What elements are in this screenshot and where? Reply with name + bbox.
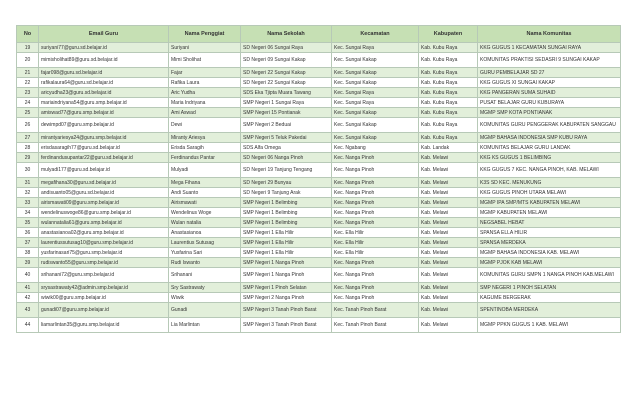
cell-nama-sekolah: SMP Negeri 1 Ella Hilir <box>241 248 332 258</box>
cell-email: rafikalaura64@guru.sd.belajar.id <box>39 78 169 88</box>
cell-email: rudiswanto55@guru.smp.belajar.id <box>39 258 169 268</box>
table-row <box>17 53 621 68</box>
table-row <box>17 283 621 293</box>
cell-no: 36 <box>17 228 39 238</box>
cell-kecamatan: Kec. Nanga Pinoh <box>332 258 419 268</box>
cell-email: liamarlintan35@guru.smp.belajar.id <box>39 318 169 333</box>
header-nama-penggiat: Nama Penggiat <box>169 26 241 43</box>
table-row <box>17 228 621 238</box>
cell-kabupaten: Kab. Kubu Raya <box>419 118 478 133</box>
table-row <box>17 68 621 78</box>
cell-nama-sekolah: SD Negeri 06 Sungai Raya <box>241 43 332 53</box>
cell-nama-penggiat: Mega Fihana <box>169 178 241 188</box>
cell-nama-penggiat: Gunadi <box>169 303 241 318</box>
cell-nama-sekolah: SMP Negeri 2 Beduai <box>241 118 332 133</box>
cell-nama-komunitas: PUSAT BELAJAR GURU KUBURAYA <box>478 98 621 108</box>
cell-kecamatan: Kec. Ngabang <box>332 143 419 153</box>
data-table-container <box>16 25 620 333</box>
table-row <box>17 198 621 208</box>
cell-nama-sekolah: SD Negeri 9 Tanjung Arak <box>241 188 332 198</box>
cell-nama-penggiat: Ferdinandus Pantar <box>169 153 241 163</box>
cell-nama-komunitas: SMP NEGERI 1 PINOH SELATAN <box>478 283 621 293</box>
cell-email: yusfarinasari75@guru.smp.belajar.id <box>39 248 169 258</box>
header-email: Email Guru <box>39 26 169 43</box>
table-row <box>17 188 621 198</box>
cell-nama-penggiat: Lia Marlintan <box>169 318 241 333</box>
cell-nama-penggiat: Yusfarina Sari <box>169 248 241 258</box>
cell-email: mulyadi177@guru.sd.belajar.id <box>39 163 169 178</box>
cell-email: anastasianoa02@guru.smp.belajar.id <box>39 228 169 238</box>
cell-kecamatan: Kec. Sungai Kakap <box>332 118 419 133</box>
cell-no: 40 <box>17 268 39 283</box>
cell-nama-komunitas: MGMP PJOK KAB MELAWI <box>478 258 621 268</box>
cell-nama-komunitas: KKG GUGUS PINOH UTARA MELAWI <box>478 188 621 198</box>
cell-nama-komunitas: KKG GUGUS XI SUNGAI KAKAP <box>478 78 621 88</box>
cell-nama-komunitas: KOMUNITAS PRAKTISI SEDASRI 9 SUNGAI KAKAP <box>478 53 621 68</box>
cell-kecamatan: Kec. Tanah Pinoh Barat <box>332 303 419 318</box>
cell-no: 35 <box>17 218 39 228</box>
cell-nama-komunitas: SPENTINOBA MERDEKA <box>478 303 621 318</box>
cell-nama-sekolah: SMP Negeri 5 Teluk Pakedai <box>241 133 332 143</box>
header-kabupaten: Kabupaten <box>419 26 478 43</box>
cell-email: mariaindriyana54@guru.smp.belajar.id <box>39 98 169 108</box>
cell-kabupaten: Kab. Melawi <box>419 303 478 318</box>
table-row <box>17 98 621 108</box>
cell-kecamatan: Kec. Sungai Kakap <box>332 133 419 143</box>
cell-nama-komunitas: KKG GUGUS 7 KEC. NANGA PINOH, KAB. MELAWI <box>478 163 621 178</box>
cell-email: srysastrawaty42@admin.smp.belajar.id <box>39 283 169 293</box>
cell-no: 22 <box>17 78 39 88</box>
table-row <box>17 293 621 303</box>
cell-nama-sekolah: SMP Negeri 3 Tanah Pinoh Barat <box>241 318 332 333</box>
cell-nama-sekolah: SD Negeri 19 Tanjung Tengang <box>241 163 332 178</box>
cell-nama-komunitas: MGMP SMP KOTA PONTIANAK <box>478 108 621 118</box>
table-row <box>17 178 621 188</box>
cell-nama-penggiat: Mulyadi <box>169 163 241 178</box>
cell-nama-sekolah: SD Negeri 22 Sungai Kakap <box>241 68 332 78</box>
cell-kecamatan: Kec. Nanga Pinoh <box>332 293 419 303</box>
cell-email: ferdinandusupantar22@guru.sd.belajar.id <box>39 153 169 163</box>
cell-kabupaten: Kab. Melawi <box>419 188 478 198</box>
cell-no: 28 <box>17 143 39 153</box>
header-kecamatan: Kecamatan <box>332 26 419 43</box>
cell-kecamatan: Kec. Nanga Pinoh <box>332 163 419 178</box>
cell-kecamatan: Kec. Nanga Pinoh <box>332 188 419 198</box>
cell-kabupaten: Kab. Melawi <box>419 153 478 163</box>
cell-email: wulannatalia61@guru.smp.belajar.id <box>39 218 169 228</box>
cell-kecamatan: Kec. Ella Hilir <box>332 238 419 248</box>
cell-no: 23 <box>17 88 39 98</box>
cell-kabupaten: Kab. Melawi <box>419 218 478 228</box>
cell-no: 27 <box>17 133 39 143</box>
teacher-community-table <box>16 25 621 333</box>
cell-nama-komunitas: SPANSA ELLA HILIR <box>478 228 621 238</box>
cell-nama-penggiat: Mimi Sholihat <box>169 53 241 68</box>
cell-kecamatan: Kec. Sungai Kakap <box>332 53 419 68</box>
header-row <box>17 26 621 43</box>
table-row <box>17 143 621 153</box>
cell-kabupaten: Kab. Kubu Raya <box>419 68 478 78</box>
cell-kecamatan: Kec. Nanga Pinoh <box>332 218 419 228</box>
cell-email: wendelinuswoge86@guru.smp.belajar.id <box>39 208 169 218</box>
cell-no: 44 <box>17 318 39 333</box>
cell-kabupaten: Kab. Melawi <box>419 208 478 218</box>
cell-kabupaten: Kab. Landak <box>419 143 478 153</box>
table-row <box>17 218 621 228</box>
cell-email: wiwik00@guru.smp.belajar.id <box>39 293 169 303</box>
cell-nama-sekolah: SD Negeri 06 Nanga Pinoh <box>241 153 332 163</box>
cell-nama-penggiat: Wendelinus Woge <box>169 208 241 218</box>
cell-kecamatan: Kec. Sungai Raya <box>332 43 419 53</box>
cell-email: mimisholihat89@guru.sd.belajar.id <box>39 53 169 68</box>
cell-no: 19 <box>17 43 39 53</box>
cell-nama-penggiat: Airismawati <box>169 198 241 208</box>
cell-kecamatan: Kec. Nanga Pinoh <box>332 198 419 208</box>
cell-nama-komunitas: KOMUNITAS BELAJAR GURU LANDAK <box>478 143 621 153</box>
cell-nama-komunitas: KOMUNITAS GURU SMPN 1 NANGA PINOH KAB.MELAWI <box>478 268 621 283</box>
cell-kecamatan: Kec. Nanga Pinoh <box>332 153 419 163</box>
cell-email: megafihana30@guru.sd.belajar.id <box>39 178 169 188</box>
cell-nama-komunitas: KAGUME BERGERAK <box>478 293 621 303</box>
cell-nama-penggiat: Erisda Saragih <box>169 143 241 153</box>
cell-email: erisdasaragih77@guru.sd.belajar.id <box>39 143 169 153</box>
cell-kecamatan: Kec. Sungai Kakap <box>332 78 419 88</box>
cell-nama-penggiat: Miranty Ariesya <box>169 133 241 143</box>
cell-no: 31 <box>17 178 39 188</box>
cell-kabupaten: Kab. Melawi <box>419 228 478 238</box>
cell-no: 20 <box>17 53 39 68</box>
cell-kecamatan: Kec. Sungai Kakap <box>332 68 419 78</box>
cell-kabupaten: Kab. Melawi <box>419 163 478 178</box>
cell-email: laurentiussutusag10@guru.smp.belajar.id <box>39 238 169 248</box>
cell-email: srihanani72@guru.smp.belajar.id <box>39 268 169 283</box>
cell-no: 21 <box>17 68 39 78</box>
cell-nama-sekolah: SDS Alfa Omega <box>241 143 332 153</box>
table-row <box>17 208 621 218</box>
cell-nama-penggiat: Anastasianoa <box>169 228 241 238</box>
cell-nama-penggiat: Andi Suanto <box>169 188 241 198</box>
table-row <box>17 88 621 98</box>
header-nama-sekolah: Nama Sekolah <box>241 26 332 43</box>
cell-kecamatan: Kec. Sungai Kakap <box>332 108 419 118</box>
header-no: No <box>17 26 39 43</box>
table-row <box>17 238 621 248</box>
cell-email: fajar098@guru.sd.belajar.id <box>39 68 169 78</box>
cell-no: 26 <box>17 118 39 133</box>
cell-kecamatan: Kec. Nanga Pinoh <box>332 208 419 218</box>
cell-nama-penggiat: Sry Sastrawaty <box>169 283 241 293</box>
cell-kabupaten: Kab. Melawi <box>419 248 478 258</box>
cell-email: dewimpd07@guru.smp.belajar.id <box>39 118 169 133</box>
cell-no: 33 <box>17 198 39 208</box>
cell-kabupaten: Kab. Kubu Raya <box>419 88 478 98</box>
cell-nama-sekolah: SMP Negeri 2 Nanga Pinoh <box>241 293 332 303</box>
cell-email: andisuanto05@guru.sd.belajar.id <box>39 188 169 198</box>
cell-nama-penggiat: Laurentius Sutusag <box>169 238 241 248</box>
cell-nama-komunitas: KKG GUGUS 1 KECAMATAN SUNGAI RAYA <box>478 43 621 53</box>
cell-no: 34 <box>17 208 39 218</box>
cell-nama-penggiat: Ami Aswad <box>169 108 241 118</box>
table-row <box>17 108 621 118</box>
cell-nama-komunitas: MGMP BAHASA INDONESIA KAB. MELAWI <box>478 248 621 258</box>
cell-nama-sekolah: SMP Negeri 1 Ella Hilir <box>241 228 332 238</box>
cell-nama-sekolah: SMP Negeri 1 Nanga Pinoh <box>241 268 332 283</box>
cell-nama-sekolah: SD Negeri 29 Bunyau <box>241 178 332 188</box>
cell-nama-penggiat: Maria Indriyana <box>169 98 241 108</box>
cell-nama-penggiat: Srihanani <box>169 268 241 283</box>
table-body <box>17 43 621 333</box>
cell-nama-penggiat: Wiwik <box>169 293 241 303</box>
cell-nama-penggiat: Fajar <box>169 68 241 78</box>
cell-nama-sekolah: SMP Negeri 3 Tanah Pinoh Barat <box>241 303 332 318</box>
cell-no: 24 <box>17 98 39 108</box>
table-row <box>17 153 621 163</box>
cell-nama-sekolah: SMP Negeri 1 Nanga Pinoh <box>241 258 332 268</box>
cell-nama-penggiat: Aric Yudha <box>169 88 241 98</box>
cell-email: suriyani77@guru.sd.belajar.id <box>39 43 169 53</box>
cell-kabupaten: Kab. Melawi <box>419 318 478 333</box>
cell-kabupaten: Kab. Kubu Raya <box>419 43 478 53</box>
cell-no: 41 <box>17 283 39 293</box>
cell-kecamatan: Kec. Tanah Pinoh Barat <box>332 318 419 333</box>
cell-nama-sekolah: SMP Negeri 15 Pontianak <box>241 108 332 118</box>
cell-nama-sekolah: SDS Eka Tjipta Muara Tawang <box>241 88 332 98</box>
cell-nama-komunitas: KOMUNITAS GURU PENGGERAK KABUPATEN SANGGAU <box>478 118 621 133</box>
cell-no: 30 <box>17 163 39 178</box>
cell-nama-komunitas: MGMP BAHASA INDONESIA SMP KUBU RAYA <box>478 133 621 143</box>
cell-kecamatan: Kec. Sungai Raya <box>332 98 419 108</box>
cell-kabupaten: Kab. Kubu Raya <box>419 133 478 143</box>
cell-no: 39 <box>17 258 39 268</box>
cell-nama-sekolah: SD Negeri 09 Sungai Kakap <box>241 53 332 68</box>
cell-kecamatan: Kec. Nanga Pinoh <box>332 178 419 188</box>
cell-kabupaten: Kab. Kubu Raya <box>419 78 478 88</box>
table-row <box>17 163 621 178</box>
cell-nama-sekolah: SMP Negeri 1 Belimbing <box>241 208 332 218</box>
cell-nama-komunitas: KKG KS GUGUS 1 BELIMBING <box>478 153 621 163</box>
cell-kabupaten: Kab. Kubu Raya <box>419 53 478 68</box>
cell-nama-sekolah: SMP Negeri 1 Belimbing <box>241 198 332 208</box>
cell-email: amiswad77@guru.smp.belajar.id <box>39 108 169 118</box>
table-row <box>17 248 621 258</box>
cell-kecamatan: Kec. Nanga Pinoh <box>332 283 419 293</box>
cell-no: 38 <box>17 248 39 258</box>
header-nama-komunitas: Nama Komunitas <box>478 26 621 43</box>
cell-kabupaten: Kab. Melawi <box>419 238 478 248</box>
cell-nama-komunitas: MGMP KABUPATEN MELAWI <box>478 208 621 218</box>
cell-nama-komunitas: MGMP IPA SMP/MTS KABUPATEN MELAWI <box>478 198 621 208</box>
cell-kecamatan: Kec. Nanga Pinoh <box>332 268 419 283</box>
cell-nama-komunitas: K3S SD KEC. MENUKUNG <box>478 178 621 188</box>
cell-nama-komunitas: MGMP PPKN GUGUS 1 KAB. MELAWI <box>478 318 621 333</box>
cell-kabupaten: Kab. Melawi <box>419 178 478 188</box>
cell-kabupaten: Kab. Kubu Raya <box>419 98 478 108</box>
cell-nama-penggiat: Suriyani <box>169 43 241 53</box>
cell-nama-penggiat: Rafika Laura <box>169 78 241 88</box>
cell-kabupaten: Kab. Melawi <box>419 293 478 303</box>
cell-nama-sekolah: SMP Negeri 1 Sungai Raya <box>241 98 332 108</box>
cell-no: 25 <box>17 108 39 118</box>
table-row <box>17 78 621 88</box>
table-row <box>17 118 621 133</box>
cell-nama-penggiat: Rudi Iswanto <box>169 258 241 268</box>
cell-nama-penggiat: Wulan natalia <box>169 218 241 228</box>
cell-no: 37 <box>17 238 39 248</box>
cell-nama-komunitas: KKG PANGERAN SUMA SUHAID <box>478 88 621 98</box>
cell-nama-sekolah: SD Negeri 22 Sungai Kakap <box>241 78 332 88</box>
cell-email: mirantyariesya24@guru.smp.belajar.id <box>39 133 169 143</box>
cell-nama-sekolah: SMP Negeri 1 Belimbing <box>241 218 332 228</box>
cell-kabupaten: Kab. Kubu Raya <box>419 108 478 118</box>
table-row <box>17 318 621 333</box>
cell-kabupaten: Kab. Melawi <box>419 258 478 268</box>
cell-nama-komunitas: NEGSABEL HEBAT <box>478 218 621 228</box>
cell-nama-sekolah: SMP Negeri 1 Ella Hilir <box>241 238 332 248</box>
cell-kecamatan: Kec. Ella Hilir <box>332 248 419 258</box>
table-row <box>17 303 621 318</box>
cell-email: airismawati09@guru.smp.belajar.id <box>39 198 169 208</box>
cell-nama-komunitas: GURU PEMBELAJAR SD 27 <box>478 68 621 78</box>
table-row <box>17 133 621 143</box>
cell-nama-penggiat: Dewi <box>169 118 241 133</box>
cell-kabupaten: Kab. Melawi <box>419 198 478 208</box>
cell-kecamatan: Kec. Ella Hilir <box>332 228 419 238</box>
table-row <box>17 258 621 268</box>
cell-nama-komunitas: SPANSA MERDEKA <box>478 238 621 248</box>
cell-kecamatan: Kec. Sungai Raya <box>332 88 419 98</box>
cell-no: 43 <box>17 303 39 318</box>
cell-email: gunadi07@guru.smp.belajar.id <box>39 303 169 318</box>
cell-nama-sekolah: SMP Negeri 1 Pinoh Selatan <box>241 283 332 293</box>
cell-no: 42 <box>17 293 39 303</box>
table-row <box>17 43 621 53</box>
cell-email: aricyudha23@guru.sd.belajar.id <box>39 88 169 98</box>
cell-kabupaten: Kab. Melawi <box>419 283 478 293</box>
cell-no: 29 <box>17 153 39 163</box>
cell-no: 32 <box>17 188 39 198</box>
table-row <box>17 268 621 283</box>
cell-kabupaten: Kab. Melawi <box>419 268 478 283</box>
